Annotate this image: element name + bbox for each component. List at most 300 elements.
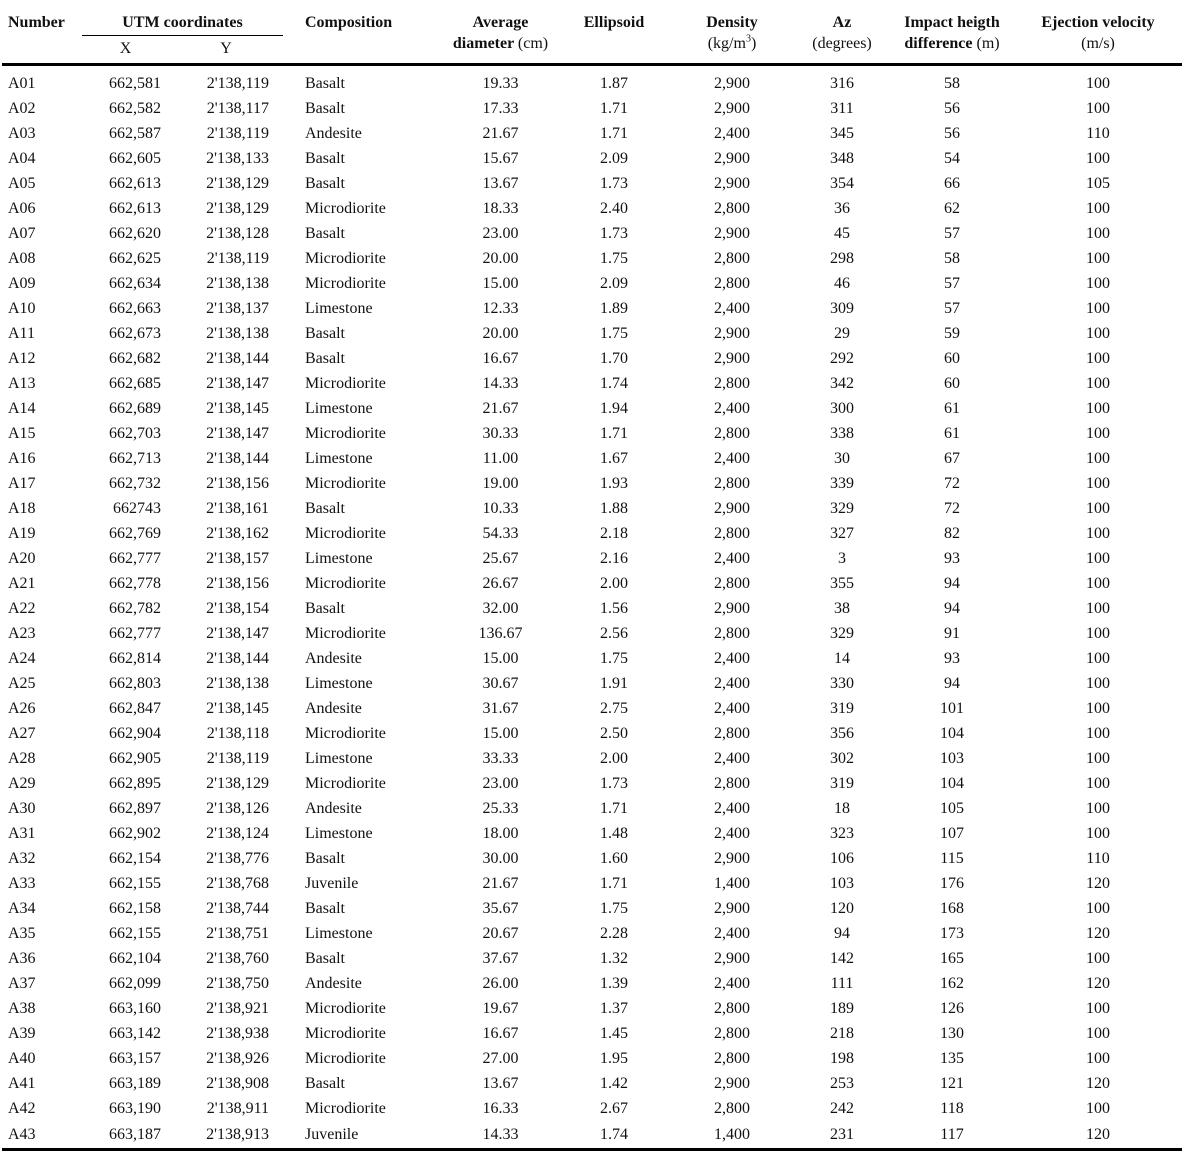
cell-composition: Juvenile bbox=[305, 875, 359, 892]
cell-impact-height-difference: 121 bbox=[940, 1075, 964, 1092]
cell-ejection-velocity: 100 bbox=[1086, 350, 1110, 367]
table-row bbox=[2, 771, 1182, 796]
cell-impact-height-difference: 104 bbox=[940, 775, 964, 792]
cell-density: 2,400 bbox=[714, 825, 750, 842]
cell-ellipsoid: 1.73 bbox=[600, 775, 628, 792]
cell-impact-height-difference: 103 bbox=[940, 750, 964, 767]
cell-composition: Basalt bbox=[305, 900, 345, 917]
cell-composition: Basalt bbox=[305, 150, 345, 167]
cell-ejection-velocity: 100 bbox=[1086, 1025, 1110, 1042]
cell-azimuth: 18 bbox=[834, 800, 850, 817]
cell-impact-height-difference: 105 bbox=[940, 800, 964, 817]
table-row bbox=[2, 421, 1182, 446]
cell-utm-y: 2'138,119 bbox=[206, 750, 269, 767]
cell-average-diameter: 15.00 bbox=[482, 275, 519, 292]
cell-ejection-velocity: 100 bbox=[1086, 425, 1110, 442]
cell-utm-x: 662,902 bbox=[109, 825, 161, 842]
cell-average-diameter: 21.67 bbox=[482, 875, 519, 892]
cell-utm-y: 2'138,144 bbox=[206, 350, 269, 367]
table-row bbox=[2, 521, 1182, 546]
cell-number: A14 bbox=[8, 400, 36, 417]
cell-composition: Basalt bbox=[305, 1075, 345, 1092]
cell-azimuth: 338 bbox=[830, 425, 854, 442]
cell-impact-height-difference: 117 bbox=[890, 1121, 1014, 1150]
table-row bbox=[2, 496, 1182, 521]
cell-density: 2,400 bbox=[714, 750, 750, 767]
cell-azimuth: 327 bbox=[830, 525, 854, 542]
cell-average-diameter: 18.33 bbox=[482, 200, 519, 217]
cell-ellipsoid: 1.74 bbox=[600, 375, 628, 392]
cell-impact-height-difference: 165 bbox=[940, 950, 964, 967]
cell-average-diameter: 10.33 bbox=[482, 500, 519, 517]
cell-utm-x: 662,905 bbox=[109, 750, 161, 767]
cell-density: 2,400 bbox=[714, 700, 750, 717]
cell-impact-height-difference: 118 bbox=[940, 1100, 964, 1117]
cell-average-diameter: 18.00 bbox=[482, 825, 519, 842]
cell-azimuth: 36 bbox=[834, 200, 850, 217]
cell-number: A19 bbox=[8, 525, 36, 542]
cell-utm-x: 663,157 bbox=[109, 1050, 161, 1067]
cell-impact-height-difference: 67 bbox=[944, 450, 960, 467]
cell-utm-y: 2'138,133 bbox=[206, 150, 269, 167]
cell-utm-y: 2'138,926 bbox=[206, 1050, 269, 1067]
cell-utm-x: 662,703 bbox=[109, 425, 161, 442]
table-row bbox=[2, 571, 1182, 596]
cell-utm-x: 663,187 bbox=[82, 1121, 169, 1150]
table-row bbox=[2, 196, 1182, 221]
cell-ellipsoid: 1.70 bbox=[600, 350, 628, 367]
cell-number: A07 bbox=[8, 225, 36, 242]
cell-utm-y: 2'138,145 bbox=[206, 400, 269, 417]
cell-composition: Basalt bbox=[305, 350, 345, 367]
cell-density: 2,800 bbox=[714, 625, 750, 642]
cell-density: 2,800 bbox=[714, 375, 750, 392]
table-row bbox=[2, 96, 1182, 121]
cell-ejection-velocity: 120 bbox=[1086, 925, 1110, 942]
table-row bbox=[2, 921, 1182, 946]
cell-number: A12 bbox=[8, 350, 36, 367]
table-row bbox=[2, 346, 1182, 371]
cell-density: 2,400 bbox=[714, 300, 750, 317]
cell-average-diameter: 12.33 bbox=[482, 300, 519, 317]
cell-azimuth: 29 bbox=[834, 325, 850, 342]
cell-number: A13 bbox=[8, 375, 36, 392]
header-ejection-velocity: Ejection velocity (m/s) bbox=[1014, 0, 1182, 65]
cell-ejection-velocity: 100 bbox=[1086, 400, 1110, 417]
cell-impact-height-difference: 162 bbox=[940, 975, 964, 992]
cell-average-diameter: 20.00 bbox=[482, 250, 519, 267]
cell-utm-x: 662,689 bbox=[109, 400, 161, 417]
cell-number: A21 bbox=[8, 575, 36, 592]
cell-azimuth: 231 bbox=[794, 1121, 890, 1150]
cell-azimuth: 198 bbox=[830, 1050, 854, 1067]
cell-azimuth: 218 bbox=[830, 1025, 854, 1042]
cell-composition: Limestone bbox=[305, 825, 373, 842]
table-row bbox=[2, 1021, 1182, 1046]
cell-density: 2,900 bbox=[714, 950, 750, 967]
cell-number: A43 bbox=[2, 1121, 82, 1150]
cell-impact-height-difference: 94 bbox=[944, 675, 960, 692]
cell-ejection-velocity: 100 bbox=[1086, 300, 1110, 317]
cell-average-diameter: 15.67 bbox=[482, 150, 519, 167]
cell-average-diameter: 25.67 bbox=[482, 550, 519, 567]
cell-average-diameter: 27.00 bbox=[482, 1050, 519, 1067]
cell-impact-height-difference: 93 bbox=[944, 550, 960, 567]
cell-azimuth: 38 bbox=[834, 600, 850, 617]
cell-utm-x: 662,777 bbox=[109, 625, 161, 642]
cell-number: A09 bbox=[8, 275, 36, 292]
cell-number: A27 bbox=[8, 725, 36, 742]
cell-utm-y: 2'138,126 bbox=[206, 800, 269, 817]
cell-density: 2,400 bbox=[714, 800, 750, 817]
cell-azimuth: 323 bbox=[830, 825, 854, 842]
cell-utm-y: 2'138,913 bbox=[169, 1121, 283, 1150]
cell-average-diameter: 14.33 bbox=[443, 1121, 558, 1150]
cell-ellipsoid: 2.09 bbox=[600, 150, 628, 167]
cell-average-diameter: 31.67 bbox=[482, 700, 519, 717]
cell-utm-x: 662,158 bbox=[109, 900, 161, 917]
cell-ejection-velocity: 100 bbox=[1086, 475, 1110, 492]
cell-impact-height-difference: 168 bbox=[940, 900, 964, 917]
cell-average-diameter: 33.33 bbox=[482, 750, 519, 767]
cell-composition: Basalt bbox=[305, 500, 345, 517]
cell-ejection-velocity: 100 bbox=[1086, 200, 1110, 217]
table-row bbox=[2, 621, 1182, 646]
table-row bbox=[2, 1046, 1182, 1071]
cell-composition: Microdiorite bbox=[305, 1000, 386, 1017]
cell-utm-y: 2'138,161 bbox=[206, 500, 269, 517]
cell-utm-y: 2'138,128 bbox=[206, 225, 269, 242]
cell-utm-y: 2'138,760 bbox=[206, 950, 269, 967]
cell-utm-y: 2'138,744 bbox=[206, 900, 269, 917]
cell-composition: Microdiorite bbox=[305, 1050, 386, 1067]
cell-ejection-velocity: 100 bbox=[1086, 450, 1110, 467]
cell-azimuth: 14 bbox=[834, 650, 850, 667]
cell-ejection-velocity: 120 bbox=[1086, 1075, 1110, 1092]
cell-density: 2,900 bbox=[714, 500, 750, 517]
cell-azimuth: 330 bbox=[830, 675, 854, 692]
cell-density: 2,900 bbox=[714, 600, 750, 617]
cell-average-diameter: 20.67 bbox=[482, 925, 519, 942]
cell-utm-x: 662,582 bbox=[109, 100, 161, 117]
cell-density: 2,900 bbox=[714, 350, 750, 367]
cell-number: A34 bbox=[8, 900, 36, 917]
cell-number: A03 bbox=[8, 125, 36, 142]
cell-density: 2,800 bbox=[714, 250, 750, 267]
cell-utm-y: 2'138,117 bbox=[206, 100, 269, 117]
cell-average-diameter: 54.33 bbox=[482, 525, 519, 542]
cell-utm-x: 663,160 bbox=[109, 1000, 161, 1017]
cell-ellipsoid: 2.56 bbox=[600, 625, 628, 642]
cell-composition: Andesite bbox=[305, 800, 362, 817]
cell-ellipsoid: 2.75 bbox=[600, 700, 628, 717]
cell-utm-x: 662,904 bbox=[109, 725, 161, 742]
cell-ejection-velocity: 100 bbox=[1086, 150, 1110, 167]
cell-ellipsoid: 2.09 bbox=[600, 275, 628, 292]
cell-average-diameter: 16.67 bbox=[482, 1025, 519, 1042]
table-row bbox=[2, 796, 1182, 821]
cell-azimuth: 253 bbox=[830, 1075, 854, 1092]
table-row bbox=[2, 546, 1182, 571]
cell-impact-height-difference: 173 bbox=[940, 925, 964, 942]
header-ellipsoid: Ellipsoid bbox=[558, 0, 670, 65]
cell-composition: Andesite bbox=[305, 700, 362, 717]
cell-impact-height-difference: 58 bbox=[944, 75, 960, 92]
cell-ejection-velocity: 100 bbox=[1086, 225, 1110, 242]
cell-impact-height-difference: 107 bbox=[940, 825, 964, 842]
table-row bbox=[2, 821, 1182, 846]
cell-average-diameter: 30.67 bbox=[482, 675, 519, 692]
cell-composition: Limestone bbox=[305, 300, 373, 317]
cell-ejection-velocity: 105 bbox=[1086, 175, 1110, 192]
cell-ellipsoid: 1.60 bbox=[600, 850, 628, 867]
cell-utm-x: 662,897 bbox=[109, 800, 161, 817]
cell-azimuth: 298 bbox=[830, 250, 854, 267]
table-row bbox=[2, 271, 1182, 296]
table-row bbox=[2, 746, 1182, 771]
cell-ellipsoid: 1.87 bbox=[600, 75, 628, 92]
cell-utm-y: 2'138,144 bbox=[206, 450, 269, 467]
table-row bbox=[2, 671, 1182, 696]
cell-ellipsoid: 1.71 bbox=[600, 800, 628, 817]
cell-ejection-velocity: 100 bbox=[1086, 275, 1110, 292]
cell-ellipsoid: 2.16 bbox=[600, 550, 628, 567]
table-row bbox=[2, 121, 1182, 146]
cell-number: A06 bbox=[8, 200, 36, 217]
cell-ejection-velocity: 100 bbox=[1086, 700, 1110, 717]
cell-composition: Microdiorite bbox=[305, 1100, 386, 1117]
cell-density: 2,800 bbox=[714, 425, 750, 442]
cell-density: 2,400 bbox=[714, 400, 750, 417]
cell-composition: Microdiorite bbox=[305, 375, 386, 392]
header-impact-height-difference: Impact heigth difference (m) bbox=[890, 0, 1014, 65]
cell-number: A41 bbox=[8, 1075, 36, 1092]
cell-ejection-velocity: 100 bbox=[1086, 575, 1110, 592]
cell-utm-y: 2'138,138 bbox=[206, 275, 269, 292]
cell-utm-y: 2'138,162 bbox=[206, 525, 269, 542]
cell-number: A32 bbox=[8, 850, 36, 867]
cell-impact-height-difference: 54 bbox=[944, 150, 960, 167]
cell-utm-x: 662,663 bbox=[109, 300, 161, 317]
cell-ejection-velocity: 100 bbox=[1086, 750, 1110, 767]
cell-number: A04 bbox=[8, 150, 36, 167]
cell-utm-x: 662,155 bbox=[109, 925, 161, 942]
cell-azimuth: 329 bbox=[830, 500, 854, 517]
cell-average-diameter: 21.67 bbox=[482, 125, 519, 142]
cell-number: A18 bbox=[8, 500, 36, 517]
cell-ejection-velocity: 100 bbox=[1086, 900, 1110, 917]
cell-utm-y: 2'138,908 bbox=[206, 1075, 269, 1092]
cell-ejection-velocity: 120 bbox=[1086, 975, 1110, 992]
cell-utm-x: 662,625 bbox=[109, 250, 161, 267]
cell-azimuth: 189 bbox=[830, 1000, 854, 1017]
cell-utm-x: 662,778 bbox=[109, 575, 161, 592]
cell-composition: Basalt bbox=[305, 100, 345, 117]
cell-number: A26 bbox=[8, 700, 36, 717]
table-row bbox=[2, 221, 1182, 246]
cell-utm-y: 2'138,147 bbox=[206, 375, 269, 392]
cell-utm-y: 2'138,138 bbox=[206, 325, 269, 342]
cell-impact-height-difference: 57 bbox=[944, 225, 960, 242]
cell-average-diameter: 16.33 bbox=[482, 1100, 519, 1117]
cell-number: A15 bbox=[8, 425, 36, 442]
cell-composition: Limestone bbox=[305, 400, 373, 417]
cell-composition: Microdiorite bbox=[305, 525, 386, 542]
cell-utm-y: 2'138,911 bbox=[206, 1100, 269, 1117]
cell-impact-height-difference: 57 bbox=[944, 275, 960, 292]
cell-number: A16 bbox=[8, 450, 36, 467]
cell-number: A35 bbox=[8, 925, 36, 942]
cell-ejection-velocity: 100 bbox=[1086, 825, 1110, 842]
cell-average-diameter: 15.00 bbox=[482, 650, 519, 667]
cell-impact-height-difference: 130 bbox=[940, 1025, 964, 1042]
cell-density: 2,800 bbox=[714, 475, 750, 492]
cell-ejection-velocity: 100 bbox=[1086, 1100, 1110, 1117]
cell-utm-y: 2'138,145 bbox=[206, 700, 269, 717]
cell-average-diameter: 37.67 bbox=[482, 950, 519, 967]
cell-composition: Microdiorite bbox=[305, 200, 386, 217]
cell-composition: Microdiorite bbox=[305, 425, 386, 442]
cell-number: A28 bbox=[8, 750, 36, 767]
table-row bbox=[2, 321, 1182, 346]
cell-utm-y: 2'138,156 bbox=[206, 475, 269, 492]
cell-utm-y: 2'138,157 bbox=[206, 550, 269, 567]
cell-azimuth: 103 bbox=[830, 875, 854, 892]
cell-ellipsoid: 1.73 bbox=[600, 225, 628, 242]
cell-ellipsoid: 1.75 bbox=[600, 650, 628, 667]
cell-density: 2,800 bbox=[714, 200, 750, 217]
cell-impact-height-difference: 56 bbox=[944, 100, 960, 117]
cell-utm-y: 2'138,119 bbox=[206, 250, 269, 267]
cell-impact-height-difference: 101 bbox=[940, 700, 964, 717]
table-row bbox=[2, 996, 1182, 1021]
cell-utm-x: 662,732 bbox=[109, 475, 161, 492]
cell-utm-y: 2'138,129 bbox=[206, 200, 269, 217]
cell-composition: Basalt bbox=[305, 950, 345, 967]
cell-number: A08 bbox=[8, 250, 36, 267]
table-row bbox=[2, 296, 1182, 321]
cell-number: A23 bbox=[8, 625, 36, 642]
cell-utm-x: 662,620 bbox=[109, 225, 161, 242]
cell-density: 2,800 bbox=[714, 775, 750, 792]
cell-ejection-velocity: 120 bbox=[1086, 875, 1110, 892]
cell-composition: Microdiorite bbox=[305, 575, 386, 592]
cell-utm-y: 2'138,129 bbox=[206, 775, 269, 792]
cell-density: 2,900 bbox=[714, 150, 750, 167]
cell-density: 2,900 bbox=[714, 175, 750, 192]
header-density: Density $(kg/m^3)$ bbox=[670, 0, 794, 65]
cell-average-diameter: 13.67 bbox=[482, 1075, 519, 1092]
cell-number: A33 bbox=[8, 875, 36, 892]
cell-number: A39 bbox=[8, 1025, 36, 1042]
cell-azimuth: 120 bbox=[830, 900, 854, 917]
cell-average-diameter: 14.33 bbox=[482, 375, 519, 392]
cell-average-diameter: 16.67 bbox=[482, 350, 519, 367]
cell-azimuth: 319 bbox=[830, 775, 854, 792]
cell-ejection-velocity: 100 bbox=[1086, 800, 1110, 817]
cell-ellipsoid: 2.28 bbox=[600, 925, 628, 942]
cell-ellipsoid: 2.00 bbox=[600, 575, 628, 592]
cell-average-diameter: 19.67 bbox=[482, 1000, 519, 1017]
cell-density: 1,400 bbox=[714, 875, 750, 892]
cell-impact-height-difference: 94 bbox=[944, 575, 960, 592]
cell-utm-x: 662,673 bbox=[109, 325, 161, 342]
cell-utm-x: 662743 bbox=[113, 500, 161, 517]
table-row bbox=[2, 65, 1182, 97]
cell-azimuth: 342 bbox=[830, 375, 854, 392]
cell-density: 2,800 bbox=[714, 525, 750, 542]
cell-utm-x: 662,634 bbox=[109, 275, 161, 292]
cell-utm-x: 662,713 bbox=[109, 450, 161, 467]
cell-average-diameter: 19.33 bbox=[482, 75, 519, 92]
cell-number: A42 bbox=[8, 1100, 36, 1117]
cell-ellipsoid: 1.93 bbox=[600, 475, 628, 492]
cell-impact-height-difference: 60 bbox=[944, 350, 960, 367]
cell-utm-x: 662,154 bbox=[109, 850, 161, 867]
cell-azimuth: 319 bbox=[830, 700, 854, 717]
cell-ellipsoid: 1.42 bbox=[600, 1075, 628, 1092]
cell-ejection-velocity: 100 bbox=[1086, 100, 1110, 117]
cell-impact-height-difference: 72 bbox=[944, 475, 960, 492]
cell-azimuth: 242 bbox=[830, 1100, 854, 1117]
cell-number: A24 bbox=[8, 650, 36, 667]
cell-composition: Limestone bbox=[305, 925, 373, 942]
cell-ejection-velocity: 100 bbox=[1086, 725, 1110, 742]
header-number: Number bbox=[2, 0, 82, 65]
cell-number: A20 bbox=[8, 550, 36, 567]
cell-azimuth: 356 bbox=[830, 725, 854, 742]
cell-azimuth: 355 bbox=[830, 575, 854, 592]
cell-utm-y: 2'138,118 bbox=[206, 725, 269, 742]
cell-ellipsoid: 1.48 bbox=[600, 825, 628, 842]
cell-utm-x: 662,581 bbox=[109, 75, 161, 92]
cell-number: A17 bbox=[8, 475, 36, 492]
cell-number: A30 bbox=[8, 800, 36, 817]
cell-azimuth: 300 bbox=[830, 400, 854, 417]
cell-ejection-velocity: 100 bbox=[1086, 1000, 1110, 1017]
table-row bbox=[2, 146, 1182, 171]
cell-composition: Basalt bbox=[305, 600, 345, 617]
cell-ejection-velocity: 100 bbox=[1086, 600, 1110, 617]
cell-number: A02 bbox=[8, 100, 36, 117]
cell-utm-y: 2'138,776 bbox=[206, 850, 269, 867]
cell-composition: Microdiorite bbox=[305, 250, 386, 267]
cell-composition: Basalt bbox=[305, 225, 345, 242]
table-row bbox=[2, 471, 1182, 496]
cell-average-diameter: 21.67 bbox=[482, 400, 519, 417]
cell-utm-y: 2'138,124 bbox=[206, 825, 269, 842]
cell-utm-x: 662,782 bbox=[109, 600, 161, 617]
cell-impact-height-difference: 126 bbox=[940, 1000, 964, 1017]
cell-ellipsoid: 2.18 bbox=[600, 525, 628, 542]
cell-density: 2,800 bbox=[714, 1000, 750, 1017]
table-row bbox=[2, 1071, 1182, 1096]
cell-density: 2,400 bbox=[714, 650, 750, 667]
header-utm-coordinates: UTM coordinates bbox=[82, 0, 283, 36]
cell-ejection-velocity: 100 bbox=[1086, 325, 1110, 342]
cell-number: A40 bbox=[8, 1050, 36, 1067]
cell-ejection-velocity: 100 bbox=[1086, 625, 1110, 642]
cell-density: 1,400 bbox=[670, 1121, 794, 1150]
cell-impact-height-difference: 61 bbox=[944, 400, 960, 417]
cell-impact-height-difference: 62 bbox=[944, 200, 960, 217]
table-row bbox=[2, 596, 1182, 621]
cell-ellipsoid: 1.45 bbox=[600, 1025, 628, 1042]
cell-average-diameter: 136.67 bbox=[478, 625, 523, 642]
cell-ellipsoid: 2.00 bbox=[600, 750, 628, 767]
cell-average-diameter: 19.00 bbox=[482, 475, 519, 492]
cell-azimuth: 3 bbox=[838, 550, 846, 567]
